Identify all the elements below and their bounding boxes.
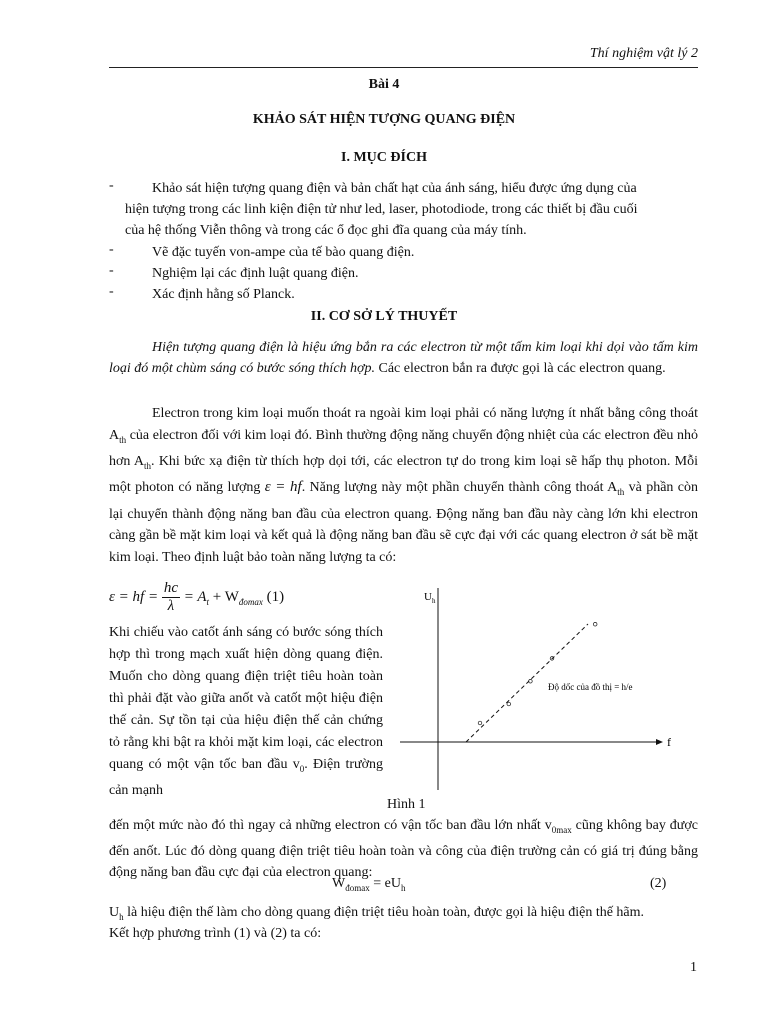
bullet-3: Nghiệm lại các định luật quang điện.	[152, 266, 359, 281]
text-run: . Điện trường cản mạnh	[109, 757, 383, 798]
subscript: đomax	[238, 596, 263, 607]
bullet-dash: -	[109, 284, 114, 299]
bullet-1-line-2: hiện tượng trong các linh kiện điện tử như led, laser, photodiode, trong các thiết bị đầu cuối	[125, 202, 638, 217]
lesson-number: Bài 4	[368, 77, 400, 92]
subscript: đomax	[345, 882, 370, 893]
eq1-denominator: λ	[167, 598, 175, 614]
eq2-label: (2)	[650, 876, 667, 891]
subscript: 0	[299, 763, 305, 774]
section-heading-theory: II. CƠ SỞ LÝ THUYẾT	[310, 309, 458, 324]
text-run: của electron đối với kim loại đó. Bình thường động năng chuyển động nhiệt của các electron đều nhỏ hơn A	[109, 427, 698, 469]
x-axis-arrow	[656, 739, 663, 745]
running-header: Thí nghiệm vật lý 2	[589, 46, 698, 61]
data-points	[478, 622, 597, 724]
equation-1	[109, 580, 284, 615]
equation-2	[332, 876, 405, 893]
paragraph-continuation	[109, 815, 698, 883]
eq1-fraction	[162, 580, 180, 615]
inline-equation: ε = hf	[264, 479, 302, 496]
subscript: th	[144, 460, 152, 471]
text-run: . Khi bức xạ điện từ thích hợp dọi tới, các electron tự do trong kim loại sẽ hấp thụ photon. Mỗi một photon có năng lượng	[109, 453, 698, 496]
definition-italic: Hiện tượng quang điện là hiệu ứng bắn ra các electron từ một tấm kim loại khi dọi vào tấm kim loại đó một chùm sáng có bước sóng thích hợp.	[109, 340, 698, 376]
text-run: Electron trong kim loại muốn thoát ra ngoài kim loại phải có năng lượng ít nhất bằng công thoát A	[109, 406, 698, 443]
data-point	[593, 622, 597, 626]
x-axis-label: f	[667, 735, 671, 749]
eq1-rhs2: + W	[209, 588, 239, 605]
subscript: t	[206, 596, 210, 607]
eq2-rhs: = eU	[369, 876, 401, 891]
text-run: . Năng lượng này một phần chuyển thành công thoát A	[301, 480, 618, 496]
bullet-dash: -	[109, 178, 114, 193]
slope-annotation: Độ dốc của đồ thị = h/e	[548, 682, 633, 692]
eq1-rhs: = A	[183, 588, 207, 605]
paragraph-definition	[109, 337, 698, 379]
definition-rest: Các electron bắn ra được gọi là các electron quang.	[375, 361, 666, 376]
text-run: là hiệu điện thế làm cho dòng quang điện triệt tiêu hoàn toàn, được gọi là hiệu điện thế hãm.	[123, 905, 645, 920]
lesson-title: KHẢO SÁT HIỆN TƯỢNG QUANG ĐIỆN	[252, 112, 516, 127]
text-run: U	[109, 905, 120, 920]
header-rule	[109, 67, 698, 68]
subscript: h	[400, 882, 406, 893]
figure-caption: Hình 1	[387, 797, 426, 812]
page-number: 1	[690, 960, 697, 975]
bullet-4: Xác định hằng số Planck.	[152, 287, 295, 302]
paragraph-combine: Kết hợp phương trình (1) và (2) ta có:	[109, 926, 322, 941]
text-run: cũng không bay được đến anốt. Lúc đó dòng quang điện triệt tiêu hoàn toàn và công của điện trường cản có giá trị đúng bằng động năng ban đầu cực đại của electron quang:	[109, 818, 698, 880]
eq1-lhs: ε = hf =	[109, 588, 159, 605]
eq1-label: (1)	[266, 588, 285, 605]
bullet-1-line-3: của hệ thống Viễn thông và trong các ổ đọc ghi đĩa quang của máy tính.	[125, 223, 527, 238]
eq2-lhs: W	[332, 876, 346, 891]
eq1-numerator: hc	[163, 580, 178, 596]
figure-graph	[390, 580, 690, 795]
text-run: đến một mức nào đó thì ngay cả những electron có vận tốc ban đầu lớn nhất v	[109, 818, 552, 833]
data-point	[478, 721, 482, 725]
bullet-2: Vẽ đặc tuyến von-ampe của tế bào quang điện.	[152, 245, 415, 260]
subscript: h	[119, 911, 124, 922]
subscript: 0max	[551, 824, 572, 835]
bullet-1-line-1: Khảo sát hiện tượng quang điện và bản chất hạt của ánh sáng, hiểu được ứng dụng của	[152, 181, 637, 196]
bullet-dash: -	[109, 242, 114, 257]
subscript: th	[119, 434, 127, 445]
text-run: và phần còn lại chuyển thành động năng ban đầu của electron quang. Động năng ban đầu này càng lớn khi electron càng gần bề mặt kim loại và kết quả là động năng ban đầu sẽ cực đại với các quang electron ở sát bề mặt kim loại. Theo định luật bảo toàn năng lượng ta có:	[109, 480, 698, 565]
text-run: Khi chiếu vào catốt ánh sáng có bước sóng thích hợp thì trong mạch xuất hiện dòng quang điện. Muốn cho dòng quang điện triệt tiêu hoàn toàn thì phải đặt vào giữa anốt và catốt một hiệu điện thế cản. Sự tồn tại của hiệu điện thế cản chứng tỏ rằng khi bật ra khỏi mặt kim loại, các electron quang có một vận tốc ban đầu v	[109, 625, 383, 772]
subscript: th	[617, 487, 625, 498]
bullet-dash: -	[109, 263, 114, 278]
paragraph-stopping-voltage	[109, 622, 383, 802]
y-axis-label: $U_h$	[424, 591, 436, 605]
paragraph-work-function	[109, 403, 698, 569]
section-heading-purpose: I. MỤC ĐÍCH	[341, 150, 427, 165]
data-point	[507, 702, 511, 706]
